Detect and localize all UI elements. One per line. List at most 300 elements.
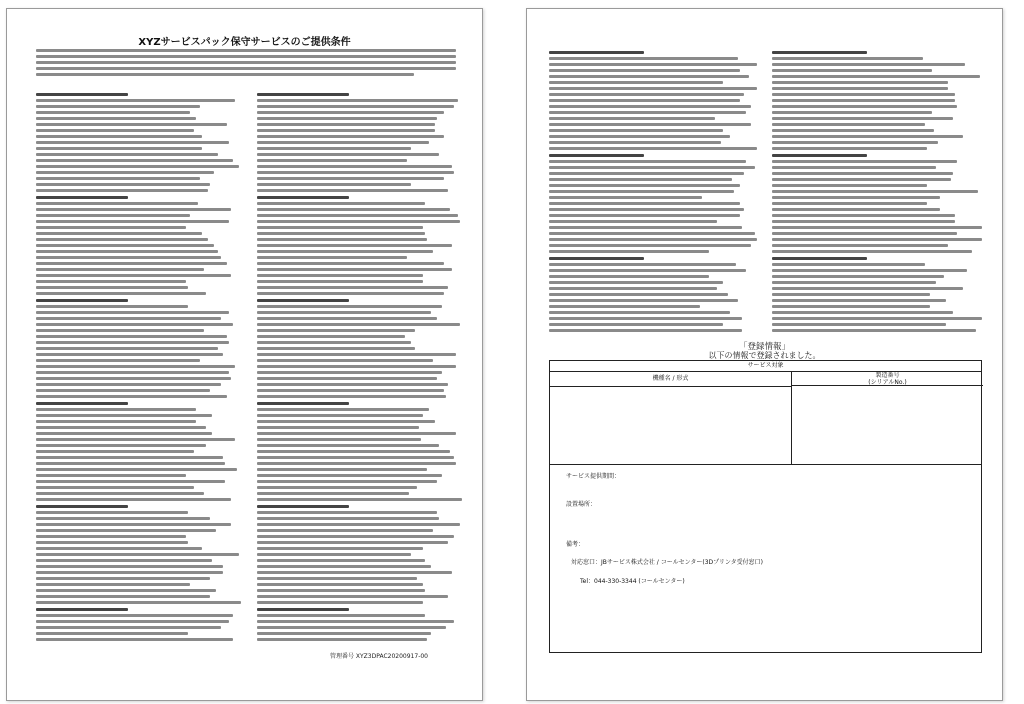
text-line: [257, 614, 425, 617]
text-line: [36, 589, 216, 592]
text-line: [257, 486, 417, 489]
text-line: [257, 153, 439, 156]
text-line: [36, 135, 202, 138]
serial-header-label: 製造番号: [875, 372, 900, 379]
text-line: [772, 323, 946, 326]
text-line: [36, 523, 231, 526]
text-line: [257, 559, 425, 562]
text-line: [549, 250, 709, 253]
text-line: [772, 178, 951, 181]
text-line: [257, 129, 435, 132]
text-line: [257, 208, 450, 211]
text-line: [257, 365, 456, 368]
text-line: [772, 172, 953, 175]
text-line: [772, 250, 972, 253]
text-line: [257, 299, 349, 302]
text-line: [549, 329, 742, 332]
text-line: [36, 141, 229, 144]
text-line: [36, 620, 229, 623]
text-line: [36, 244, 214, 247]
registration-table: [549, 360, 982, 653]
text-line: [772, 244, 948, 247]
text-line: [36, 117, 196, 120]
text-line: [257, 632, 431, 635]
text-line: [257, 414, 423, 417]
text-line: [257, 141, 429, 144]
text-line: [772, 287, 963, 290]
text-line: [36, 486, 194, 489]
serial-header-sub: (シリアルNo.): [868, 379, 907, 386]
text-line: [257, 171, 454, 174]
text-line: [36, 292, 206, 295]
text-line: [257, 220, 460, 223]
text-line: [772, 305, 930, 308]
text-line: [257, 135, 444, 138]
text-line: [257, 535, 454, 538]
text-line: [36, 129, 194, 132]
text-line: [549, 123, 751, 126]
text-line: [36, 93, 128, 96]
text-line: [36, 286, 188, 289]
text-line: [36, 498, 231, 501]
text-line: [772, 299, 946, 302]
text-line: [549, 99, 740, 102]
text-line: [36, 377, 231, 380]
text-line: [257, 123, 435, 126]
text-line: [36, 402, 128, 405]
text-line: [36, 438, 235, 441]
text-line: [36, 444, 206, 447]
text-line: [36, 208, 231, 211]
text-line: [257, 286, 448, 289]
text-line: [772, 275, 944, 278]
text-line: [36, 177, 200, 180]
text-line: [36, 171, 214, 174]
text-line: [36, 371, 229, 374]
text-line: [549, 293, 728, 296]
text-line: [257, 105, 454, 108]
text-line: [36, 299, 128, 302]
text-line: [36, 111, 190, 114]
text-line: [257, 565, 431, 568]
text-line: [257, 341, 411, 344]
text-line: [549, 154, 644, 157]
text-line: [257, 250, 433, 253]
column-divider: [791, 371, 792, 464]
text-line: [36, 305, 188, 308]
text-line: [257, 323, 460, 326]
text-line: [549, 311, 730, 314]
text-line: [257, 335, 405, 338]
text-line: [257, 329, 415, 332]
text-line: [257, 583, 423, 586]
text-line: [772, 129, 934, 132]
text-line: [257, 165, 452, 168]
text-line: [36, 395, 227, 398]
text-line: [549, 208, 744, 211]
text-line: [36, 232, 202, 235]
text-line: [36, 632, 188, 635]
text-line: [772, 117, 953, 120]
text-line: [257, 571, 452, 574]
text-line: [36, 474, 186, 477]
text-line: [36, 559, 212, 562]
text-line: [36, 480, 225, 483]
text-line: [549, 81, 723, 84]
page-title: XYZサービスパック保守サービスのご提供条件: [138, 37, 351, 48]
text-line: [772, 81, 948, 84]
text-line: [257, 420, 435, 423]
text-line: [36, 608, 128, 611]
text-line: [549, 111, 746, 114]
contact-line: 対応窓口：JBサービス株式会社 / コールセンター(3Dプリンタ受付窓口): [571, 559, 764, 566]
text-line: [549, 226, 742, 229]
text-line: [772, 311, 953, 314]
text-line: [257, 498, 462, 501]
text-line: [36, 426, 206, 429]
text-line: [772, 238, 982, 241]
text-line: [257, 426, 419, 429]
text-line: [772, 69, 932, 72]
text-line: [257, 183, 411, 186]
text-line: [772, 220, 955, 223]
text-line: [257, 189, 448, 192]
text-line: [772, 329, 976, 332]
text-line: [257, 256, 407, 259]
text-line: [36, 595, 210, 598]
terms-column-right: [772, 47, 982, 335]
text-line: [257, 93, 349, 96]
text-line: [772, 93, 955, 96]
text-line: [257, 305, 442, 308]
text-line: [549, 323, 723, 326]
text-line: [257, 238, 427, 241]
text-line: [257, 511, 437, 514]
text-line: [772, 63, 965, 66]
text-line: [257, 244, 452, 247]
text-line: [36, 105, 200, 108]
text-line: [36, 353, 223, 356]
text-line: [257, 377, 437, 380]
text-line: [36, 577, 210, 580]
text-line: [772, 208, 940, 211]
text-line: [36, 365, 235, 368]
text-line: [257, 523, 460, 526]
text-line: [549, 263, 736, 266]
registration-title: 「登録情報」: [738, 342, 790, 352]
text-line: [772, 317, 982, 320]
text-line: [36, 541, 188, 544]
terms-column-right: [257, 89, 462, 644]
text-line: [257, 159, 407, 162]
text-line: [549, 202, 740, 205]
text-line: [36, 553, 239, 556]
text-line: [36, 462, 225, 465]
text-line: [257, 541, 448, 544]
text-line: [549, 305, 700, 308]
text-line: [257, 371, 442, 374]
text-line: [772, 263, 925, 266]
text-line: [549, 135, 730, 138]
text-line: [257, 111, 444, 114]
text-line: [36, 450, 194, 453]
text-line: [36, 535, 186, 538]
serial-header: [792, 371, 983, 386]
text-line: [257, 492, 409, 495]
text-line: [549, 69, 740, 72]
text-line: [549, 238, 757, 241]
intro-text: [36, 49, 456, 79]
text-line: [772, 214, 955, 217]
text-line: [772, 196, 940, 199]
text-line: [257, 553, 411, 556]
text-line: [549, 75, 749, 78]
text-line: [257, 408, 429, 411]
text-line: [36, 383, 221, 386]
text-line: [36, 529, 216, 532]
text-line: [257, 280, 423, 283]
text-line: [772, 147, 927, 150]
text-line: [36, 262, 227, 265]
text-line: [36, 389, 210, 392]
remarks-label: 備考：: [566, 541, 585, 548]
text-line: [36, 323, 233, 326]
text-line: [36, 159, 233, 162]
text-line: [36, 341, 229, 344]
text-line: [549, 190, 734, 193]
text-line: [772, 123, 925, 126]
row-divider: [550, 464, 981, 465]
text-line: [257, 232, 425, 235]
text-line: [36, 256, 221, 259]
text-line: [36, 214, 190, 217]
text-line: [257, 474, 442, 477]
text-line: [257, 432, 456, 435]
text-line: [36, 147, 202, 150]
text-line: [257, 359, 433, 362]
text-line: [549, 87, 757, 90]
text-line: [36, 220, 229, 223]
text-line: [257, 395, 446, 398]
text-line: [36, 202, 198, 205]
text-line: [36, 165, 239, 168]
tel-line: Tel：044-330-3344 (コールセンター): [580, 578, 685, 585]
text-line: [257, 311, 431, 314]
service-period-label: サービス提供期間：: [566, 473, 621, 480]
terms-page-right: [526, 8, 1003, 701]
service-target-header: サービス対象: [550, 361, 981, 372]
text-line: [549, 299, 738, 302]
text-line: [36, 547, 202, 550]
text-line: [257, 99, 458, 102]
text-line: [36, 626, 221, 629]
text-line: [257, 480, 437, 483]
terms-page-left: [6, 8, 483, 701]
text-line: [549, 232, 755, 235]
text-line: [257, 462, 456, 465]
text-line: [549, 196, 702, 199]
text-line: [549, 57, 738, 60]
text-line: [36, 408, 196, 411]
text-line: [36, 250, 218, 253]
text-line: [257, 262, 444, 265]
text-line: [772, 105, 957, 108]
text-line: [549, 147, 757, 150]
text-line: [549, 93, 744, 96]
text-line: [36, 505, 128, 508]
text-line: [257, 601, 423, 604]
text-line: [549, 160, 746, 163]
text-line: [257, 577, 417, 580]
install-location-label: 設置場所：: [566, 501, 597, 508]
text-line: [257, 389, 444, 392]
text-line: [36, 517, 210, 520]
text-line: [772, 75, 980, 78]
text-line: [549, 129, 723, 132]
text-line: [549, 51, 644, 54]
text-line: [772, 232, 957, 235]
text-line: [36, 238, 208, 241]
text-line: [257, 214, 458, 217]
text-line: [772, 226, 982, 229]
text-line: [36, 571, 223, 574]
text-line: [36, 432, 212, 435]
text-line: [257, 589, 425, 592]
text-line: [549, 220, 717, 223]
text-line: [257, 292, 444, 295]
terms-column-left: [36, 89, 241, 644]
text-line: [772, 51, 867, 54]
text-line: [772, 111, 932, 114]
text-line: [257, 117, 437, 120]
text-line: [257, 517, 439, 520]
text-line: [257, 317, 437, 320]
text-line: [549, 269, 746, 272]
text-line: [772, 141, 938, 144]
text-line: [257, 608, 349, 611]
text-line: [549, 117, 715, 120]
terms-column-left: [549, 47, 759, 335]
text-line: [549, 287, 717, 290]
text-line: [36, 226, 186, 229]
text-line: [257, 147, 411, 150]
text-line: [257, 450, 450, 453]
text-line: [549, 172, 744, 175]
text-line: [549, 281, 723, 284]
text-line: [36, 268, 204, 271]
text-line: [549, 105, 751, 108]
text-line: [257, 353, 456, 356]
text-line: [36, 280, 186, 283]
text-line: [36, 456, 223, 459]
text-line: [549, 184, 740, 187]
text-line: [257, 274, 423, 277]
text-line: [257, 202, 425, 205]
text-line: [36, 329, 204, 332]
text-line: [257, 529, 433, 532]
text-line: [36, 317, 221, 320]
text-line: [36, 638, 233, 641]
text-line: [257, 456, 454, 459]
text-line: [257, 547, 423, 550]
text-line: [36, 123, 227, 126]
text-line: [257, 620, 454, 623]
text-line: [36, 492, 204, 495]
text-line: [772, 87, 948, 90]
text-line: [772, 99, 955, 102]
text-line: [36, 311, 229, 314]
text-line: [36, 359, 200, 362]
text-line: [549, 244, 751, 247]
text-line: [36, 347, 218, 350]
text-line: [257, 383, 448, 386]
text-line: [257, 468, 427, 471]
text-line: [257, 226, 423, 229]
text-line: [257, 177, 444, 180]
text-line: [36, 511, 188, 514]
text-line: [772, 166, 936, 169]
text-line: [772, 202, 927, 205]
model-header: 機種名 / 形式: [550, 371, 791, 387]
text-line: [772, 184, 927, 187]
text-line: [549, 166, 755, 169]
text-line: [257, 402, 349, 405]
text-line: [36, 196, 128, 199]
text-line: [36, 414, 212, 417]
text-line: [772, 257, 867, 260]
text-line: [36, 153, 218, 156]
text-line: [36, 183, 210, 186]
text-line: [772, 269, 967, 272]
text-line: [549, 63, 757, 66]
text-line: [36, 583, 190, 586]
text-line: [36, 99, 235, 102]
text-line: [772, 281, 936, 284]
text-line: [549, 178, 732, 181]
text-line: [257, 626, 446, 629]
text-line: [36, 565, 223, 568]
text-line: [36, 468, 237, 471]
text-line: [549, 257, 644, 260]
registration-subtitle: 以下の情報で登録されました。: [708, 351, 821, 360]
text-line: [257, 196, 349, 199]
text-line: [36, 614, 233, 617]
text-line: [257, 638, 427, 641]
text-line: [772, 293, 930, 296]
text-line: [36, 274, 231, 277]
text-line: [772, 160, 957, 163]
text-line: [257, 268, 452, 271]
text-line: [257, 438, 421, 441]
text-line: [36, 420, 196, 423]
text-line: [257, 347, 415, 350]
text-line: [549, 317, 742, 320]
text-line: [36, 601, 241, 604]
text-line: [36, 335, 227, 338]
text-line: [772, 57, 923, 60]
text-line: [257, 505, 349, 508]
text-line: [549, 141, 721, 144]
text-line: [772, 154, 867, 157]
document-number: 管理番号 XYZ3DPAC20200917-00: [330, 653, 428, 660]
text-line: [549, 214, 740, 217]
text-line: [257, 595, 448, 598]
text-line: [549, 275, 709, 278]
text-line: [772, 135, 963, 138]
text-line: [772, 190, 978, 193]
text-line: [257, 444, 439, 447]
text-line: [36, 189, 208, 192]
